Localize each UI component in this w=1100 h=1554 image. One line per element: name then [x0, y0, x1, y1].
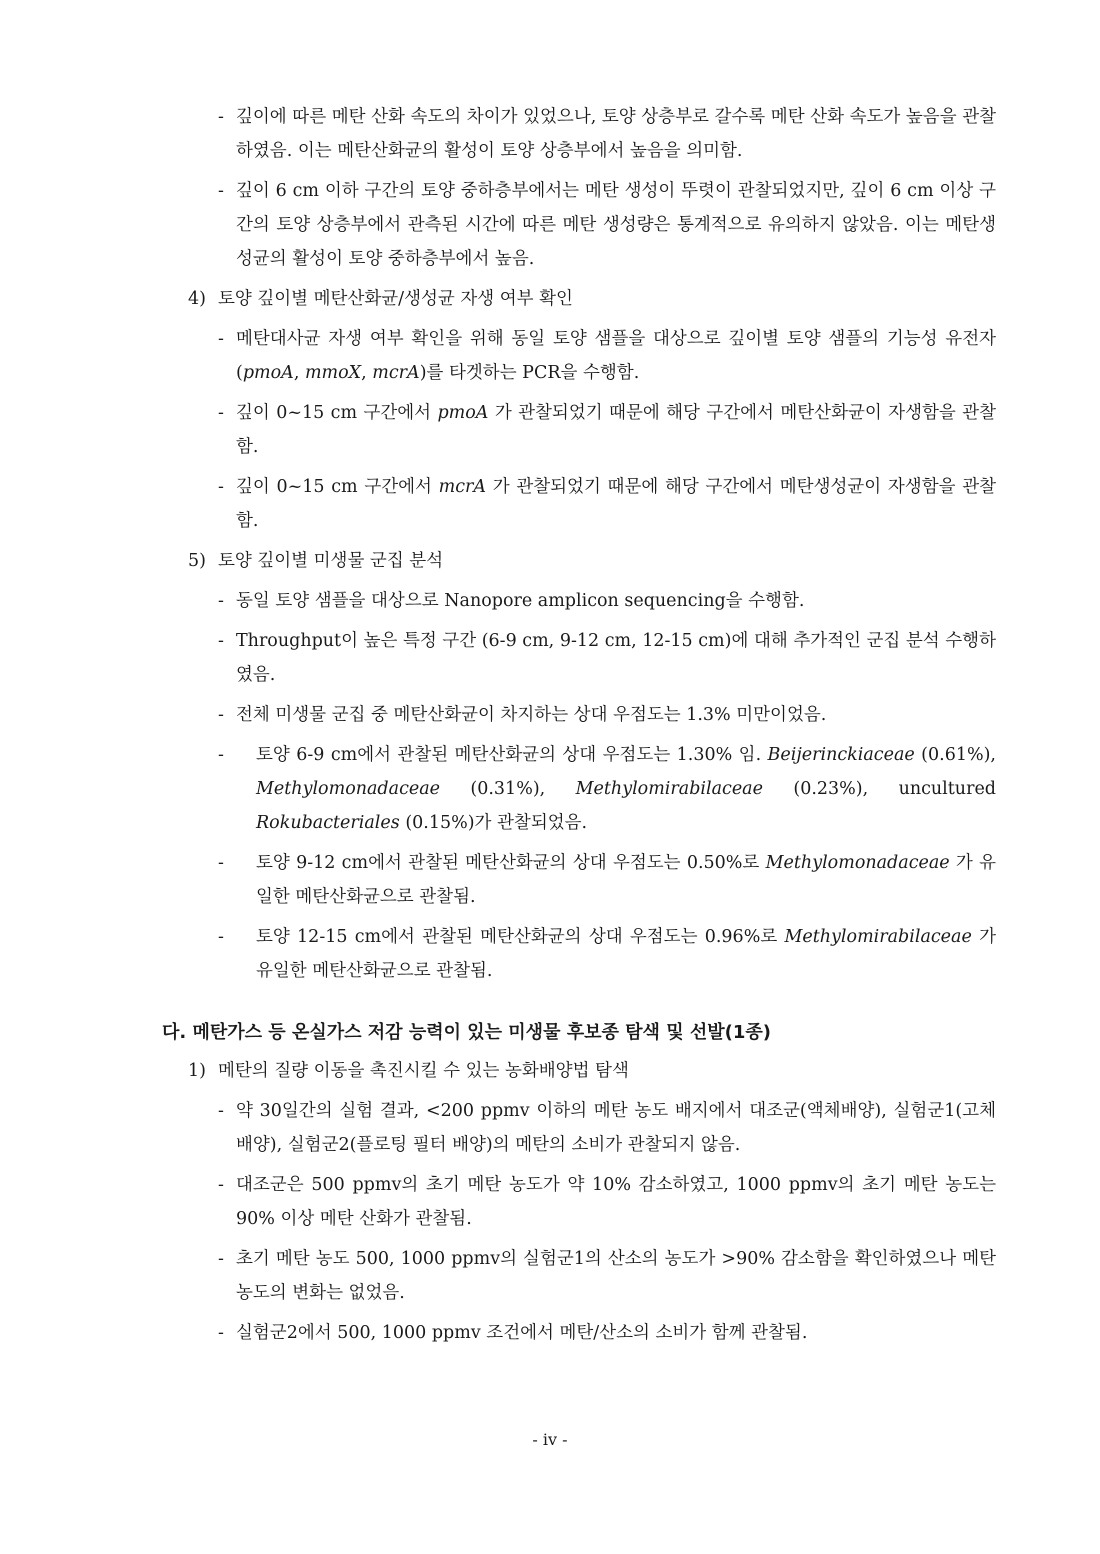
separator: ,: [361, 363, 373, 383]
bullet-text-pre: 토양 6-9 cm에서 관찰된 메탄산화균의 상대 우점도는 1.30% 임.: [256, 745, 768, 765]
bullet-text: 깊이에 따른 메탄 산화 속도의 차이가 있었으나, 토양 상층부로 갈수록 메탄 산화 속도가 높음을 관찰하였음. 이는 메탄산화균의 활성이 토양 상층부에서 높음을 의미함.: [236, 107, 996, 161]
abundance-value: (0.61%),: [914, 745, 996, 765]
bullet-text-post: 가 관찰되었기 때문에 해당 구간에서 메탄산화균이 자생함을 관찰함.: [236, 403, 996, 457]
bullet-dash: -: [218, 329, 224, 349]
bullet-text-pre: 메탄대사균 자생 여부 확인을 위해 동일 토양 샘플을 대상으로 깊이별 토양 샘플의 기능성 유전자(: [236, 329, 996, 383]
bullet-text-post: 가 관찰되었기 때문에 해당 구간에서 메탄생성균이 자생함을 관찰함.: [236, 477, 996, 531]
bullet-text-post: )를 타겟하는 PCR을 수행함.: [419, 363, 640, 383]
bullet-dash: -: [218, 403, 224, 423]
item-number: 4): [188, 289, 206, 309]
bullet-dash: -: [218, 1175, 224, 1195]
bullet-dash: -: [218, 853, 224, 873]
gene-name: pmoA: [242, 363, 294, 383]
section-heading-da: 다. 메탄가스 등 온실가스 저감 능력이 있는 미생물 후보종 탐색 및 선발(1종): [162, 1022, 771, 1043]
bullet-dash: -: [218, 591, 224, 611]
bullet-12-15cm: [218, 920, 996, 988]
taxon-name: Methylomonadaceae: [256, 779, 441, 799]
item-5-heading: [188, 544, 996, 578]
item-number: 5): [188, 551, 206, 571]
bullet-dash: -: [218, 705, 224, 725]
abundance-value: (0.31%),: [440, 779, 576, 799]
bullet-text-post: 가 유일한 메탄산화균으로 관찰됨.: [256, 927, 996, 981]
bullet-text: 대조군은 500 ppmv의 초기 메탄 농도가 약 10% 감소하였고, 1000 ppmv의 초기 메탄 농도는 90% 이상 메탄 산화가 관찰됨.: [236, 1175, 996, 1229]
taxon-name: Methylomirabilaceae: [784, 927, 972, 947]
bullet-text-post: (0.15%)가 관찰되었음.: [399, 813, 588, 833]
bullet-throughput: [218, 624, 996, 692]
abundance-value: (0.23%), uncultured: [762, 779, 997, 799]
bullet-text-pre: 토양 12-15 cm에서 관찰된 메탄산화균의 상대 우점도는 0.96%로: [256, 927, 785, 947]
gene-name: mcrA: [372, 363, 420, 383]
bullet-dash: -: [218, 1323, 224, 1343]
bullet-pmoa: [218, 396, 996, 464]
taxon-name: Beijerinckiaceae: [767, 745, 915, 765]
bullet-group-2: [218, 1316, 996, 1350]
bullet-9-12cm: [218, 846, 997, 914]
bullet-dash: -: [218, 745, 224, 765]
bullet-nanopore: [218, 584, 996, 618]
bullet-text: 전체 미생물 군집 중 메탄산화균이 차지하는 상대 우점도는 1.3% 미만이었음.: [236, 705, 827, 725]
item-number: 1): [188, 1061, 206, 1081]
item-1-heading: [188, 1054, 996, 1088]
separator: ,: [293, 363, 305, 383]
bullet-oxidation-rate: [218, 100, 996, 168]
bullet-text-pre: 깊이 0~15 cm 구간에서: [236, 477, 439, 497]
bullet-dash: -: [218, 1101, 224, 1121]
bullet-text: Throughput이 높은 특정 구간 (6-9 cm, 9-12 cm, 12-15 cm)에 대해 추가적인 군집 분석 수행하였음.: [236, 631, 996, 685]
bullet-dash: -: [218, 1249, 224, 1269]
bullet-30-day-result: [218, 1094, 996, 1162]
item-title: 메탄의 질량 이동을 촉진시킬 수 있는 농화배양법 탐색: [218, 1061, 629, 1081]
bullet-dash: -: [218, 181, 224, 201]
bullet-methane-production: [218, 174, 996, 276]
taxon-name: Methylomirabilaceae: [575, 779, 763, 799]
gene-name: pmoA: [437, 403, 489, 423]
bullet-dash: -: [218, 631, 224, 651]
gene-name: mcrA: [438, 477, 487, 497]
bullet-dash: -: [218, 927, 224, 947]
bullet-text: 실험군2에서 500, 1000 ppmv 조건에서 메탄/산소의 소비가 함께 관찰됨.: [236, 1323, 808, 1343]
bullet-text: 초기 메탄 농도 500, 1000 ppmv의 실험군1의 산소의 농도가 >90% 감소함을 확인하였으나 메탄 농도의 변화는 없었음.: [236, 1249, 996, 1303]
gene-name: mmoX: [304, 363, 362, 383]
bullet-group-1: [218, 1242, 996, 1310]
taxon-name: Methylomonadaceae: [765, 853, 950, 873]
bullet-text-post: 가 유일한 메탄산화균으로 관찰됨.: [256, 853, 997, 907]
bullet-text: 깊이 6 cm 이하 구간의 토양 중하층부에서는 메탄 생성이 뚜렷이 관찰되었지만, 깊이 6 cm 이상 구간의 토양 상층부에서 관측된 시간에 따른 메탄 생성량은 통계적으로 유의하지 않았음. 이는 메탄생성균의 활성이 토양 중하층부에서 높음.: [236, 181, 996, 269]
item-title: 토양 깊이별 미생물 군집 분석: [218, 551, 444, 571]
bullet-text-pre: 깊이 0~15 cm 구간에서: [236, 403, 438, 423]
bullet-text-pre: 토양 9-12 cm에서 관찰된 메탄산화균의 상대 우점도는 0.50%로: [256, 853, 766, 873]
bullet-text: 약 30일간의 실험 결과, <200 ppmv 이하의 메탄 농도 배지에서 대조군(액체배양), 실험군1(고체배양), 실험군2(플로팅 필터 배양)의 메탄의 소비가 관찰되지 않음.: [236, 1101, 996, 1155]
item-4-heading: [188, 282, 996, 316]
bullet-text: 동일 토양 샘플을 대상으로 Nanopore amplicon sequencing을 수행함.: [236, 591, 805, 611]
taxon-name: Rokubacteriales: [256, 813, 400, 833]
page-number: - iv -: [532, 1430, 568, 1449]
bullet-relative-abundance: [218, 698, 996, 732]
bullet-6-9cm: [218, 738, 997, 840]
bullet-dash: -: [218, 477, 224, 497]
item-title: 토양 깊이별 메탄산화균/생성균 자생 여부 확인: [218, 289, 573, 309]
bullet-dash: -: [218, 107, 224, 127]
page-content: [0, 100, 1100, 1356]
bullet-functional-genes: [218, 322, 996, 390]
bullet-control-group: [218, 1168, 996, 1236]
bullet-mcra: [218, 470, 996, 538]
